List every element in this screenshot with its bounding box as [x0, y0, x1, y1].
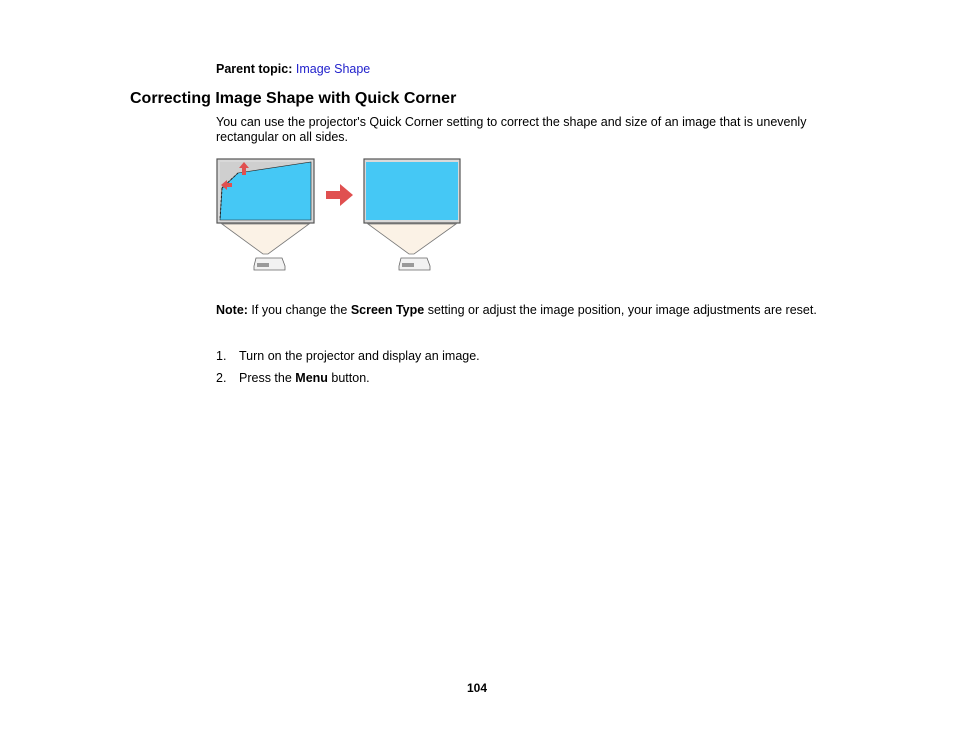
note-text-before: If you change the — [247, 303, 351, 317]
step-bold-term: Menu — [295, 371, 328, 385]
note-bold-term: Screen Type — [350, 303, 425, 317]
before-screen — [217, 159, 314, 270]
parent-topic — [216, 62, 370, 76]
step-number: 2. — [216, 371, 227, 385]
step-text: Turn on the projector and display an image. — [239, 349, 480, 363]
step-item — [216, 349, 480, 363]
note-text-after: setting or adjust the image position, your image adjustments are reset. — [424, 303, 817, 317]
parent-topic-link[interactable]: Image Shape — [295, 62, 371, 76]
quick-corner-illustration — [216, 158, 466, 281]
page-number: 104 — [466, 681, 488, 695]
step-text-after: button. — [327, 371, 370, 385]
projector-icon — [254, 258, 285, 270]
arrow-right-icon — [326, 184, 353, 206]
note-label: Note: — [216, 303, 248, 317]
parent-topic-label: Parent topic: — [216, 62, 293, 76]
intro-paragraph: You can use the projector's Quick Corner setting to correct the shape and size of an image that is unevenly rectangular on all sides. — [216, 115, 807, 144]
projector-icon — [399, 258, 430, 270]
step-text: Press the — [239, 371, 296, 385]
step-item — [216, 371, 370, 385]
step-number: 1. — [216, 349, 227, 363]
note-paragraph — [216, 303, 826, 318]
section-heading: Correcting Image Shape with Quick Corner — [130, 90, 457, 107]
after-screen — [364, 159, 460, 270]
